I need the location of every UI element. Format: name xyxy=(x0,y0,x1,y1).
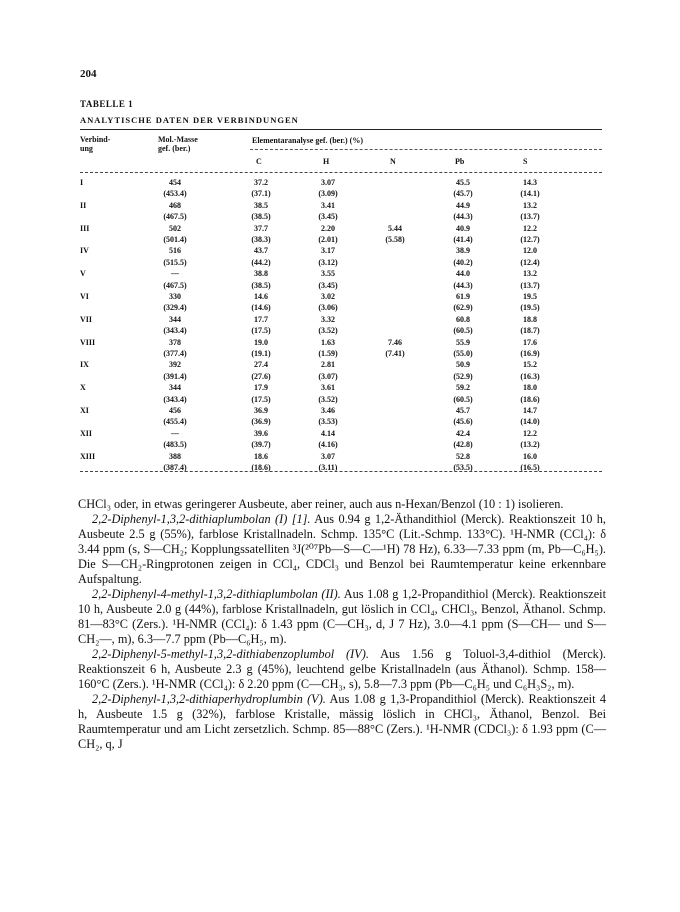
cell-h: 1.63 xyxy=(321,337,335,347)
cell-s: (13.7) xyxy=(520,212,540,222)
paragraph-compound-i xyxy=(78,512,606,587)
cell-c: (36.9) xyxy=(251,417,271,427)
cell-mass: (515.5) xyxy=(163,257,187,267)
cell-pb: 59.2 xyxy=(456,383,470,393)
paragraph-compound-v xyxy=(78,692,606,752)
compound-title: 2,2-Diphenyl-1,3,2-dithiaplumbolan (I) [1]. xyxy=(92,512,311,526)
cell-pb: (44.3) xyxy=(453,212,473,222)
paragraph-compound-iv xyxy=(78,647,606,692)
cell-c: 39.6 xyxy=(254,428,268,438)
cell-c: (19.1) xyxy=(251,349,271,358)
cell-h: (3.52) xyxy=(318,326,338,336)
cell-pb: (62.9) xyxy=(453,303,473,313)
cell-pb: 45.5 xyxy=(456,178,470,187)
paragraph-compound-ii xyxy=(78,587,606,647)
cell-s: (19.5) xyxy=(520,303,540,313)
cell-pb: 45.7 xyxy=(456,406,470,415)
cell-compound: V xyxy=(80,269,86,279)
table-label: TABELLE 1 xyxy=(80,99,134,109)
cell-s: (13.7) xyxy=(520,280,540,290)
cell-c: (17.5) xyxy=(251,326,271,336)
cell-mass: 392 xyxy=(169,360,181,370)
cell-compound: IX xyxy=(80,360,89,370)
cell-pb: (55.0) xyxy=(453,349,473,358)
cell-s: (18.6) xyxy=(520,394,540,404)
cell-h: 3.07 xyxy=(321,451,335,461)
cell-s: 18.0 xyxy=(523,383,537,393)
cell-s: (16.5) xyxy=(520,463,540,472)
cell-mass: — xyxy=(171,428,179,438)
cell-n: (5.58) xyxy=(385,235,405,244)
header-elemental-analysis: Elementaranalyse gef. (ber.) (%) xyxy=(252,136,364,145)
cell-compound: X xyxy=(80,383,86,393)
cell-s: 16.0 xyxy=(523,451,537,461)
cell-h: (2.01) xyxy=(318,235,338,244)
cell-c: (27.6) xyxy=(251,371,271,381)
cell-h: 2.81 xyxy=(321,360,335,370)
cell-h: (3.12) xyxy=(318,257,338,267)
cell-mass: (467.5) xyxy=(163,212,187,222)
cell-s: (16.9) xyxy=(520,349,540,358)
table-top-rule xyxy=(80,129,602,130)
header-s: S xyxy=(523,157,528,166)
cell-h: 4.14 xyxy=(321,428,335,438)
cell-pb: (52.9) xyxy=(453,371,473,381)
table-caption: ANALYTISCHE DATEN DER VERBINDUNGEN xyxy=(80,115,299,125)
cell-pb: (42.8) xyxy=(453,440,473,450)
cell-s: 12.0 xyxy=(523,246,537,256)
cell-h: (3.07) xyxy=(318,371,338,381)
cell-mass: (329.4) xyxy=(163,303,187,313)
header-mass: Mol.-Masse gef. (ber.) xyxy=(158,135,198,153)
cell-n: 5.44 xyxy=(388,223,402,233)
compound-title: 2,2-Diphenyl-4-methyl-1,3,2-dithiaplumbolan (II). xyxy=(92,587,341,601)
cell-h: (3.11) xyxy=(318,463,338,472)
cell-mass: (453.4) xyxy=(163,189,187,199)
cell-pb: 52.8 xyxy=(456,451,470,461)
cell-h: 3.32 xyxy=(321,314,335,324)
cell-c: 43.7 xyxy=(254,246,268,256)
cell-c: 37.2 xyxy=(254,178,268,187)
cell-mass: 516 xyxy=(169,246,181,256)
header-compound: Verbind- ung xyxy=(80,135,111,153)
cell-mass: (501.4) xyxy=(163,235,187,244)
cell-mass: (343.4) xyxy=(163,326,187,336)
cell-h: 3.61 xyxy=(321,383,335,393)
cell-s: 14.7 xyxy=(523,406,537,415)
cell-s: 15.2 xyxy=(523,360,537,370)
cell-compound: VI xyxy=(80,292,89,301)
cell-mass: 502 xyxy=(169,223,181,233)
cell-mass: (455.4) xyxy=(163,417,187,427)
cell-h: (1.59) xyxy=(318,349,338,358)
cell-mass: 456 xyxy=(169,406,181,415)
header-sub-rule xyxy=(250,149,602,150)
cell-pb: 44.0 xyxy=(456,269,470,279)
cell-mass: (343.4) xyxy=(163,394,187,404)
cell-pb: 44.9 xyxy=(456,200,470,210)
table-bottom-rule xyxy=(80,471,602,472)
cell-s: 14.3 xyxy=(523,178,537,187)
cell-c: 37.7 xyxy=(254,223,268,233)
cell-pb: (45.7) xyxy=(453,189,473,199)
cell-c: 17.9 xyxy=(254,383,268,393)
cell-pb: (44.3) xyxy=(453,280,473,290)
cell-c: (39.7) xyxy=(251,440,271,450)
cell-n: (7.41) xyxy=(385,349,405,358)
header-c: C xyxy=(256,157,262,166)
cell-c: 38.8 xyxy=(254,269,268,279)
cell-s: 18.8 xyxy=(523,314,537,324)
cell-s: 13.2 xyxy=(523,200,537,210)
cell-n: 7.46 xyxy=(388,337,402,347)
cell-mass: (391.4) xyxy=(163,371,187,381)
cell-h: 3.46 xyxy=(321,406,335,415)
cell-h: 3.17 xyxy=(321,246,335,256)
cell-s: (14.1) xyxy=(520,189,540,199)
compound-description: Aus 0.94 g 1,2-Äthandithiol (Merck). Reaktionszeit 10 h, Ausbeute 2.5 g (55%), farblose Kristallnadeln. Schmp. 135°C (Lit.-Schmp. 133°C). ¹H-NMR (CCl₄): δ 3.44 ppm (s, S—CH₂; Kopplungssatelliten ³J(²⁰⁷Pb—S—C—¹H) 78 Hz), 6.33—7.33 ppm (m, Pb—C₆H₅). Die S—CH₂-Ringprotonen zeigen in CCl₄, CDCl₃ und Benzol bei Raumtemperatur keine erkennbare Aufspaltung. xyxy=(78,512,606,586)
cell-pb: 42.4 xyxy=(456,428,470,438)
cell-pb: 60.8 xyxy=(456,314,470,324)
cell-compound: III xyxy=(80,223,90,233)
cell-h: (3.45) xyxy=(318,212,338,222)
cell-h: (3.52) xyxy=(318,394,338,404)
cell-pb: (45.6) xyxy=(453,417,473,427)
cell-c: (38.5) xyxy=(251,280,271,290)
cell-c: 17.7 xyxy=(254,314,268,324)
cell-c: 14.6 xyxy=(254,292,268,301)
cell-pb: 50.9 xyxy=(456,360,470,370)
cell-s: (14.0) xyxy=(520,417,540,427)
cell-mass: (377.4) xyxy=(163,349,187,358)
compound-title: 2,2-Diphenyl-5-methyl-1,3,2-dithiabenzoplumbol (IV). xyxy=(92,647,369,661)
header-h: H xyxy=(323,157,330,166)
cell-h: (3.45) xyxy=(318,280,338,290)
cell-mass: 344 xyxy=(169,383,181,393)
cell-c: (14.6) xyxy=(251,303,271,313)
cell-h: 3.41 xyxy=(321,200,335,210)
cell-h: (3.06) xyxy=(318,303,338,313)
cell-c: (38.5) xyxy=(251,212,271,222)
cell-c: (44.2) xyxy=(251,257,271,267)
cell-pb: (40.2) xyxy=(453,257,473,267)
cell-s: (12.7) xyxy=(520,235,540,244)
cell-s: 12.2 xyxy=(523,428,537,438)
compound-description: Aus 1.56 g Toluol-3,4-dithiol (Merck). Reaktionszeit 6 h, Ausbeute 2.3 g (45%), leuchtend gelbe Kristallnadeln (aus Äthanol). Schmp. 158—160°C (Zers.). ¹H-NMR (CCl₄): δ 2.20 ppm (C—CH₃, s), 5.8—7.3 ppm (Pb—C₆H₅ und C₆H₃S₂, m). xyxy=(78,647,607,691)
cell-pb: 40.9 xyxy=(456,223,470,233)
paragraph-intro: CHCl₃ oder, in etwas geringerer Ausbeute, aber reiner, auch aus n-Hexan/Benzol (10 : 1) isolieren. xyxy=(78,497,564,511)
cell-pb: (60.5) xyxy=(453,326,473,336)
cell-pb: (41.4) xyxy=(453,235,473,244)
cell-pb: 55.9 xyxy=(456,337,470,347)
cell-c: 38.5 xyxy=(254,200,268,210)
cell-mass: 388 xyxy=(169,451,181,461)
cell-c: (18.6) xyxy=(251,463,271,472)
cell-compound: VII xyxy=(80,314,93,324)
compound-description: Aus 1.08 g 1,2-Propandithiol (Merck). Reaktionszeit 10 h, Ausbeute 2.0 g (44%), farblose Kristallnadeln, gut löslich in CCl₄, CHCl₃, Benzol, Äthanol. Schmp. 81—83°C (Zers.). ¹H-NMR (CCl₄): δ 1.43 ppm (C—CH₃, d, J 7 Hz), 3.0—4.1 ppm (S—CH— und S—CH₂—, m), 6.3—7.7 ppm (Pb—C₆H₅, m). xyxy=(78,587,606,646)
header-n: N xyxy=(390,157,396,166)
cell-mass: (387.4) xyxy=(163,463,187,472)
cell-compound: XI xyxy=(80,406,89,415)
cell-h: 3.55 xyxy=(321,269,335,279)
page-number: 204 xyxy=(80,68,97,80)
cell-pb: (60.5) xyxy=(453,394,473,404)
cell-compound: XIII xyxy=(80,451,96,461)
cell-h: 3.02 xyxy=(321,292,335,301)
header-pb: Pb xyxy=(455,157,465,166)
cell-compound: II xyxy=(80,200,87,210)
cell-s: (12.4) xyxy=(520,257,540,267)
cell-mass: 454 xyxy=(169,178,181,187)
cell-h: (3.09) xyxy=(318,189,338,199)
cell-s: 12.2 xyxy=(523,223,537,233)
cell-s: (13.2) xyxy=(520,440,540,450)
cell-compound: VIII xyxy=(80,337,96,347)
body-text xyxy=(78,497,606,752)
cell-c: 19.0 xyxy=(254,337,268,347)
cell-compound: I xyxy=(80,178,84,187)
cell-mass: — xyxy=(171,269,179,279)
cell-h: (3.53) xyxy=(318,417,338,427)
cell-s: 19.5 xyxy=(523,292,537,301)
cell-pb: 61.9 xyxy=(456,292,470,301)
cell-compound: IV xyxy=(80,246,89,256)
cell-h: 2.20 xyxy=(321,223,335,233)
cell-c: 27.4 xyxy=(254,360,268,370)
cell-mass: 378 xyxy=(169,337,181,347)
cell-s: (16.3) xyxy=(520,371,540,381)
cell-h: (4.16) xyxy=(318,440,338,450)
cell-mass: (467.5) xyxy=(163,280,187,290)
cell-c: (17.5) xyxy=(251,394,271,404)
compound-title: 2,2-Diphenyl-1,3,2-dithiaperhydroplumbin (V). xyxy=(92,692,326,706)
cell-c: (37.1) xyxy=(251,189,271,199)
cell-c: (38.3) xyxy=(251,235,271,244)
cell-s: (18.7) xyxy=(520,326,540,336)
cell-s: 17.6 xyxy=(523,337,537,347)
cell-c: 36.9 xyxy=(254,406,268,415)
cell-mass: (483.5) xyxy=(163,440,187,450)
cell-h: 3.07 xyxy=(321,178,335,187)
cell-compound: XII xyxy=(80,428,93,438)
cell-pb: 38.9 xyxy=(456,246,470,256)
compound-description: Aus 1.08 g 1,3-Propandithiol (Merck). Reaktionszeit 4 h, Ausbeute 1.5 g (32%), farblose Kristalle, mässig löslich in CHCl₃, Äthanol, Benzol. Bei Raumtemperatur und am Licht zersetzlich. Schmp. 85—88°C (Zers.). ¹H-NMR (CDCl₃): δ 1.93 ppm (C—CH₂, q, J xyxy=(78,692,606,751)
cell-s: 13.2 xyxy=(523,269,537,279)
cell-c: 18.6 xyxy=(254,451,268,461)
cell-mass: 468 xyxy=(169,200,181,210)
header-bottom-rule xyxy=(80,172,602,173)
cell-mass: 330 xyxy=(169,292,181,301)
cell-pb: (53.5) xyxy=(453,463,473,472)
cell-mass: 344 xyxy=(169,314,181,324)
